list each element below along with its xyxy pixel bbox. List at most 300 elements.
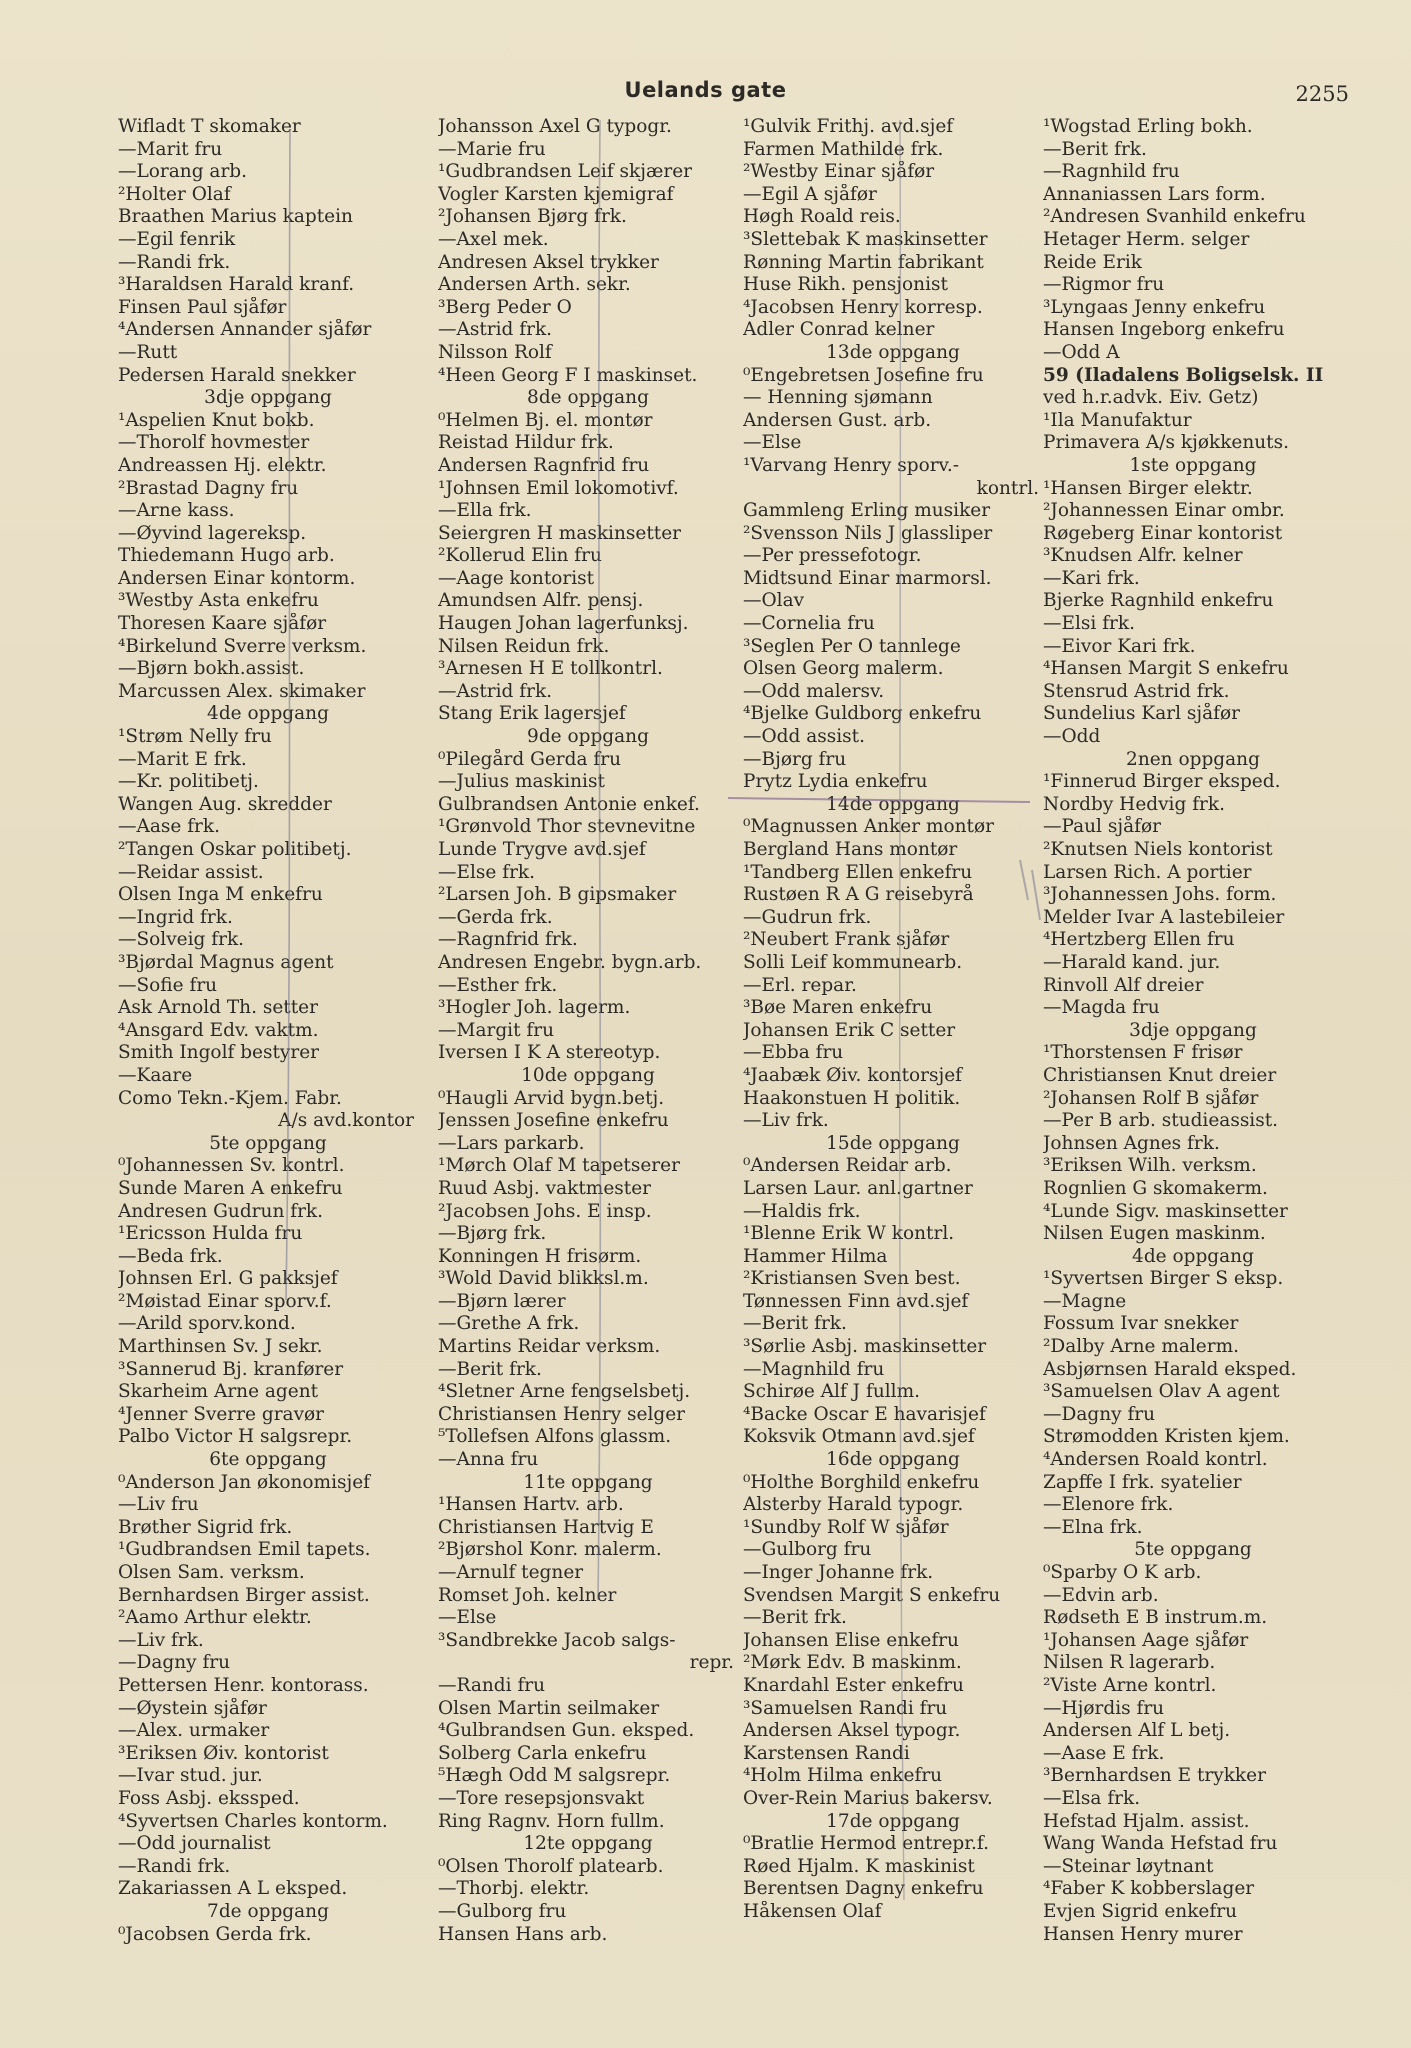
resident-entry: ²Johansen Bjørg frk.	[438, 206, 627, 228]
resident-entry: Nilsen R lagerarb.	[1043, 1652, 1216, 1674]
resident-entry: Gammleng Erling musiker	[743, 500, 991, 522]
resident-entry: —Ella frk.	[438, 500, 532, 522]
resident-entry: Romset Joh. kelner	[438, 1584, 617, 1606]
resident-entry: ³Haraldsen Harald kranf.	[118, 274, 355, 296]
resident-entry: Marcussen Alex. skimaker	[118, 680, 366, 702]
resident-entry: ³Berg Peder O	[438, 296, 572, 318]
resident-entry: —Margit fru	[438, 1019, 554, 1041]
resident-entry: —Elsa frk.	[1043, 1787, 1141, 1809]
resident-entry: Hefstad Hjalm. assist.	[1043, 1810, 1250, 1832]
resident-entry: —Esther frk.	[438, 974, 558, 996]
resident-entry: ⁴Andersen Annander sjåfør	[118, 319, 372, 341]
resident-entry: Tønnessen Finn avd.sjef	[743, 1290, 969, 1312]
resident-entry: ⁰Helmen Bj. el. montør	[438, 409, 653, 431]
resident-entry: Skarheim Arne agent	[118, 1381, 319, 1403]
resident-entry: ⁴Gulbrandsen Gun. eksped.	[438, 1720, 695, 1742]
resident-entry: ⁴Hansen Margit S enkefru	[1043, 658, 1289, 680]
stairway-heading: 10de oppgang	[521, 1064, 655, 1086]
resident-entry: Zakariassen A L eksped.	[118, 1878, 348, 1900]
resident-entry: ²Johannessen Einar ombr.	[1043, 500, 1285, 522]
stairway-heading: 16de oppgang	[826, 1449, 960, 1471]
stairway-heading: 14de oppgang	[826, 793, 960, 815]
resident-entry: ⁰Olsen Thorolf platearb.	[438, 1855, 664, 1877]
resident-entry: Finsen Paul sjåfør	[118, 296, 287, 318]
resident-entry: Sundelius Karl sjåfør	[1043, 703, 1240, 725]
resident-entry: ⁴Jacobsen Henry korresp.	[743, 296, 983, 318]
resident-entry: —Liv frk.	[118, 1629, 204, 1651]
resident-entry: Christiansen Henry selger	[438, 1403, 686, 1425]
resident-entry: ⁰Bratlie Hermod entrepr.f.	[743, 1833, 990, 1855]
resident-entry: —Gerda frk.	[438, 906, 553, 928]
resident-entry: —Odd	[1043, 726, 1101, 748]
resident-entry: ⁰Johannessen Sv. kontrl.	[118, 1155, 345, 1177]
resident-entry: ⁰Pilegård Gerda fru	[438, 748, 622, 770]
resident-entry: —Ingrid frk.	[118, 906, 233, 928]
resident-entry: —Erl. repar.	[743, 974, 857, 996]
resident-entry: ³Samuelsen Olav A agent	[1043, 1381, 1280, 1403]
resident-entry: Rinvoll Alf dreier	[1043, 974, 1204, 996]
resident-entry: —Aage kontorist	[438, 567, 595, 589]
resident-entry: ⁰Holthe Borghild enkefru	[743, 1471, 980, 1493]
resident-entry: Nilsson Rolf	[438, 341, 552, 363]
resident-entry: Røed Hjalm. K maskinist	[743, 1855, 975, 1877]
resident-entry: Braathen Marius kaptein	[118, 206, 353, 228]
resident-entry: ²Holter Olaf	[118, 183, 231, 205]
resident-entry: —Gudrun frk.	[743, 906, 872, 928]
resident-entry: ³Bøe Maren enkefru	[743, 997, 933, 1019]
resident-entry: —Else	[743, 432, 802, 454]
resident-entry: —Per pressefotogr.	[743, 545, 922, 567]
resident-entry: —Magnhild fru	[743, 1358, 885, 1380]
resident-entry: ¹Sundby Rolf W sjåfør	[743, 1516, 949, 1538]
resident-entry: —Sofie fru	[118, 974, 218, 996]
resident-entry: —Bjørn lærer	[438, 1290, 566, 1312]
resident-entry: Stang Erik lagersjef	[438, 703, 626, 725]
resident-entry: Andersen Arth. sekr.	[438, 274, 631, 296]
stairway-heading: 1ste oppgang	[1129, 454, 1257, 476]
resident-entry: —Hjørdis fru	[1043, 1697, 1165, 1719]
resident-entry: —Liv frk.	[743, 1110, 829, 1132]
resident-entry: —Aase frk.	[118, 816, 220, 838]
resident-entry: —Marit fru	[118, 138, 223, 160]
resident-entry: Over-Rein Marius bakersv.	[743, 1787, 993, 1809]
resident-entry: ²Knutsen Niels kontorist	[1043, 839, 1273, 860]
resident-entry: ¹Johansen Aage sjåfør	[1043, 1629, 1249, 1651]
resident-entry: ¹Ericsson Hulda fru	[118, 1223, 303, 1245]
resident-entry: —Odd malersv.	[743, 680, 885, 702]
resident-entry: —Arild sporv.kond.	[118, 1313, 296, 1335]
resident-entry: —Kari frk.	[1043, 567, 1140, 589]
resident-entry: —Magda fru	[1043, 997, 1160, 1019]
resident-entry: Berentsen Dagny enkefru	[743, 1878, 984, 1900]
resident-entry: —Elna frk.	[1043, 1516, 1143, 1538]
resident-entry: ⁴Hertzberg Ellen fru	[1043, 929, 1235, 951]
resident-entry: —Randi frk.	[118, 1855, 231, 1877]
resident-entry: ³Sandbrekke Jacob salgs-	[438, 1629, 676, 1651]
resident-entry: Huse Rikh. pensjonist	[743, 274, 948, 296]
resident-entry: Johansen Erik C setter	[743, 1019, 956, 1041]
resident-entry: ¹Varvang Henry sporv.-	[743, 454, 959, 476]
resident-entry: Midtsund Einar marmorsl.	[743, 567, 992, 589]
resident-entry: Thiedemann Hugo arb.	[118, 545, 335, 567]
resident-entry: Hansen Henry murer	[1043, 1923, 1243, 1945]
resident-entry: —Else	[438, 1607, 497, 1629]
resident-entry: ¹Tandberg Ellen enkefru	[743, 861, 973, 883]
resident-entry: Olsen Martin seilmaker	[438, 1697, 660, 1719]
resident-entry: —Haldis frk.	[743, 1200, 861, 1222]
stairway-heading: 4de oppgang	[1132, 1245, 1254, 1267]
resident-entry: —Dagny fru	[118, 1652, 231, 1674]
resident-entry: Vogler Karsten kjemigraf	[438, 183, 674, 205]
resident-entry: Palbo Victor H salgsrepr.	[118, 1426, 353, 1448]
resident-entry: Bernhardsen Birger assist.	[118, 1584, 370, 1606]
resident-entry: Larsen Rich. A portier	[1043, 861, 1252, 883]
resident-entry: Primavera A/s kjøkkenuts.	[1043, 432, 1289, 454]
resident-entry: —Tore resepsjonsvakt	[438, 1787, 645, 1809]
resident-entry: ⁴Bjelke Guldborg enkefru	[743, 703, 982, 725]
resident-entry: Rødseth E B instrum.m.	[1043, 1607, 1268, 1629]
resident-entry: —Gulborg fru	[743, 1539, 872, 1561]
resident-entry: —Liv fru	[118, 1494, 199, 1516]
resident-entry: —Julius maskinist	[438, 771, 605, 793]
resident-entry: ¹Wogstad Erling bokh.	[1043, 116, 1253, 137]
resident-entry: ¹Blenne Erik W kontrl.	[743, 1223, 955, 1245]
resident-entry: ⁴Syvertsen Charles kontorm.	[118, 1810, 388, 1832]
resident-entry: —Magne	[1043, 1290, 1127, 1312]
resident-entry: Johansson Axel G typogr.	[438, 116, 672, 137]
resident-entry: —Grethe A frk.	[438, 1313, 580, 1335]
resident-entry: —Aase E frk.	[1043, 1742, 1165, 1764]
resident-entry: —Berit frk.	[743, 1313, 847, 1335]
resident-entry: Nilsen Eugen maskinm.	[1043, 1223, 1266, 1245]
resident-entry: —Thorolf hovmester	[118, 432, 310, 454]
resident-entry: Nilsen Reidun frk.	[438, 635, 610, 657]
resident-entry: ²Johansen Rolf B sjåfør	[1043, 1087, 1259, 1109]
resident-entry: ⁴Jenner Sverre gravør	[118, 1403, 325, 1425]
stairway-heading: 12te oppgang	[523, 1833, 653, 1855]
resident-entry: Høgh Roald reis.	[743, 206, 901, 228]
resident-entry: —Ragnfrid frk.	[438, 929, 578, 951]
resident-entry: ⁴Jaabæk Øiv. kontorsjef	[743, 1064, 963, 1086]
entry-continuation: A/s avd.kontor	[278, 1110, 414, 1132]
resident-entry: ³Hogler Joh. lagerm.	[438, 997, 631, 1019]
resident-entry: —Kaare	[118, 1064, 193, 1086]
resident-entry: ³Lyngaas Jenny enkefru	[1043, 296, 1266, 318]
resident-entry: —Lars parkarb.	[438, 1132, 585, 1154]
resident-entry: —Olav	[743, 590, 805, 612]
resident-entry: Christiansen Hartvig E	[438, 1516, 654, 1538]
resident-entry: ⁴Backe Oscar E havarisjef	[743, 1403, 986, 1425]
resident-entry: ³Samuelsen Randi fru	[743, 1697, 948, 1719]
resident-entry: ²Mørk Edv. B maskinm.	[743, 1652, 962, 1674]
entry-continuation: repr.	[689, 1652, 734, 1674]
stairway-heading: 13de oppgang	[826, 341, 960, 363]
directory-columns	[118, 116, 1343, 1976]
resident-entry: Prytz Lydia enkefru	[743, 771, 928, 793]
resident-entry: Bergland Hans montør	[743, 839, 958, 860]
resident-entry: ¹Hansen Hartv. arb.	[438, 1494, 624, 1516]
resident-entry: ¹Hansen Birger elektr.	[1043, 477, 1253, 499]
resident-entry: ⁴Heen Georg F I maskinset.	[438, 364, 698, 386]
resident-entry: —Bjørg fru	[743, 748, 847, 770]
resident-entry: ¹Syvertsen Birger S eksp.	[1043, 1268, 1284, 1290]
resident-entry: Smith Ingolf bestyrer	[118, 1042, 320, 1064]
resident-entry: Andersen Aksel typogr.	[743, 1720, 961, 1742]
resident-entry: —Cornelia fru	[743, 613, 875, 635]
resident-entry: Seiergren H maskinsetter	[438, 522, 681, 544]
resident-entry: Melder Ivar A lastebileier	[1043, 906, 1285, 928]
resident-entry: Fossum Ivar snekker	[1043, 1313, 1239, 1335]
resident-entry: ved h.r.advk. Eiv. Getz)	[1043, 387, 1259, 409]
resident-entry: —Odd journalist	[118, 1833, 271, 1855]
resident-entry: —Bjørg frk.	[438, 1223, 547, 1245]
resident-entry: Olsen Inga M enkefru	[118, 884, 323, 906]
resident-entry: Andersen Alf L betj.	[1043, 1720, 1231, 1742]
resident-entry: ¹Thorstensen F frisør	[1043, 1042, 1243, 1064]
resident-entry: —Marie fru	[438, 138, 546, 160]
resident-entry: Konningen H frisørm.	[438, 1245, 642, 1267]
stairway-heading: 4de oppgang	[207, 703, 329, 725]
resident-entry: ⁰Sparby O K arb.	[1043, 1562, 1202, 1583]
resident-entry: ⁴Andersen Roald kontrl.	[1043, 1449, 1268, 1471]
resident-entry: Sunde Maren A enkefru	[118, 1177, 343, 1199]
resident-entry: —Rigmor fru	[1043, 274, 1165, 296]
stairway-heading: 3dje oppgang	[1129, 1019, 1257, 1041]
resident-entry: Hansen Ingeborg enkefru	[1043, 319, 1285, 341]
resident-entry: Schirøe Alf J fullm.	[743, 1381, 920, 1403]
resident-entry: —Øyvind lagereksp.	[118, 522, 307, 544]
resident-entry: —Ragnhild fru	[1043, 161, 1180, 183]
resident-entry: Reistad Hildur frk.	[438, 432, 614, 454]
resident-entry: ²Tangen Oskar politibetj.	[118, 839, 352, 860]
column-1	[118, 116, 418, 1946]
resident-entry: —Elsi frk.	[1043, 613, 1135, 635]
resident-entry: —Odd assist.	[743, 726, 865, 748]
resident-entry: ³Knudsen Alfr. kelner	[1043, 545, 1243, 567]
column-4	[1043, 116, 1343, 1946]
resident-entry: Nordby Hedvig frk.	[1043, 793, 1225, 815]
resident-entry: ³Arnesen H E tollkontrl.	[438, 658, 663, 680]
resident-entry: Brøther Sigrid frk.	[118, 1516, 293, 1538]
resident-entry: Solli Leif kommunearb.	[743, 951, 963, 973]
resident-entry: —Thorbj. elektr.	[438, 1878, 590, 1900]
resident-entry: —Egil fenrik	[118, 228, 236, 250]
resident-entry: ¹Gulvik Frithj. avd.sjef	[743, 116, 954, 137]
stairway-heading: 11te oppgang	[523, 1471, 653, 1493]
resident-entry: —Bjørn bokh.assist.	[118, 658, 305, 680]
resident-entry: ³Johannessen Johs. form.	[1043, 884, 1277, 906]
resident-entry: ⁰Andersen Reidar arb.	[743, 1155, 952, 1177]
resident-entry: —Ivar stud. jur.	[118, 1765, 263, 1787]
resident-entry: ³Eriksen Wilh. verksm.	[1043, 1155, 1257, 1177]
resident-entry: —Paul sjåfør	[1043, 816, 1161, 838]
resident-entry: ²Bjørshol Konr. malerm.	[438, 1539, 662, 1561]
resident-entry: ²Dalby Arne malerm.	[1043, 1336, 1240, 1358]
resident-entry: ³Westby Asta enkefru	[118, 590, 319, 612]
resident-entry: Andreassen Hj. elektr.	[118, 454, 327, 476]
resident-entry: Jenssen Josefine enkefru	[438, 1110, 669, 1132]
resident-entry: —Else frk.	[438, 861, 536, 883]
resident-entry: ²Neubert Frank sjåfør	[743, 929, 950, 951]
resident-entry: ²Svensson Nils J glassliper	[743, 522, 993, 544]
resident-entry: Lunde Trygve avd.sjef	[438, 839, 646, 860]
resident-entry: Andersen Ragnfrid fru	[438, 454, 650, 476]
resident-entry: Ask Arnold Th. setter	[118, 997, 318, 1019]
stairway-heading: 15de oppgang	[826, 1132, 960, 1154]
resident-entry: —Rutt	[118, 341, 178, 363]
resident-entry: Andresen Gudrun frk.	[118, 1200, 324, 1222]
resident-entry: —Gulborg fru	[438, 1900, 567, 1922]
resident-entry: Rognlien G skomakerm.	[1043, 1177, 1268, 1199]
resident-entry: —Harald kand. jur.	[1043, 951, 1221, 973]
resident-entry: —Astrid frk.	[438, 319, 553, 341]
resident-entry: Larsen Laur. anl.gartner	[743, 1177, 973, 1199]
resident-entry: ¹Grønvold Thor stevnevitne	[438, 816, 696, 838]
resident-entry: ⁴Sletner Arne fengselsbetj.	[438, 1381, 691, 1403]
resident-entry: ³Sannerud Bj. kranfører	[118, 1358, 344, 1380]
resident-entry: —Astrid frk.	[438, 680, 553, 702]
resident-entry: Asbjørnsen Harald eksped.	[1043, 1358, 1297, 1380]
resident-entry: —Øystein sjåfør	[118, 1697, 267, 1719]
resident-entry: Amundsen Alfr. pensj.	[438, 590, 644, 612]
resident-entry: ³Eriksen Øiv. kontorist	[118, 1742, 329, 1764]
resident-entry: ⁴Ansgard Edv. vaktm.	[118, 1019, 319, 1041]
resident-entry: Knardahl Ester enkefru	[743, 1674, 964, 1696]
resident-entry: ²Kristiansen Sven best.	[743, 1268, 961, 1290]
resident-entry: —Elenore frk.	[1043, 1494, 1174, 1516]
resident-entry: Iversen I K A stereotyp.	[438, 1042, 661, 1064]
resident-entry: Andersen Einar kontorm.	[118, 567, 356, 589]
resident-entry: Koksvik Otmann avd.sjef	[743, 1426, 975, 1448]
resident-entry: — Henning sjømann	[743, 387, 933, 409]
resident-entry: Wangen Aug. skredder	[118, 793, 332, 815]
resident-entry: Haakonstuen H politik.	[743, 1087, 961, 1109]
resident-entry: Karstensen Randi	[743, 1742, 910, 1764]
resident-entry: ⁴Birkelund Sverre verksm.	[118, 635, 367, 657]
resident-entry: Como Tekn.-Kjem. Fabr.	[118, 1087, 342, 1109]
page-number: 2255	[1295, 82, 1349, 106]
resident-entry: ⁵Hægh Odd M salgsrepr.	[438, 1765, 671, 1787]
resident-entry: Reide Erik	[1043, 251, 1142, 273]
resident-entry: Ring Ragnv. Horn fullm.	[438, 1810, 665, 1832]
resident-entry: ¹Finnerud Birger eksped.	[1043, 771, 1281, 793]
stairway-heading: 5te oppgang	[209, 1132, 327, 1154]
resident-entry: ²Viste Arne kontrl.	[1043, 1674, 1217, 1696]
resident-entry: Bjerke Ragnhild enkefru	[1043, 590, 1274, 612]
resident-entry: —Beda frk.	[118, 1245, 223, 1267]
resident-entry: ⁴Lunde Sigv. maskinsetter	[1043, 1200, 1288, 1222]
street-name-title: Uelands gate	[624, 78, 787, 102]
resident-entry: ³Bernhardsen E trykker	[1043, 1765, 1266, 1787]
resident-entry: ⁴Faber K kobberslager	[1043, 1878, 1255, 1900]
resident-entry: ⁰Haugli Arvid bygn.betj.	[438, 1087, 665, 1109]
resident-entry: —Per B arb. studieassist.	[1043, 1110, 1279, 1132]
stairway-heading: 2nen oppgang	[1126, 748, 1260, 770]
resident-entry: ³Bjørdal Magnus agent	[118, 951, 334, 973]
resident-entry: Farmen Mathilde frk.	[743, 138, 944, 160]
stairway-heading: 7de oppgang	[207, 1900, 329, 1922]
resident-entry: Olsen Sam. verksm.	[118, 1562, 305, 1583]
resident-entry: —Randi frk.	[118, 251, 231, 273]
resident-entry: —Arnulf tegner	[438, 1562, 584, 1583]
resident-entry: —Randi fru	[438, 1674, 546, 1696]
resident-entry: Johansen Elise enkefru	[743, 1629, 959, 1651]
entry-continuation: kontrl.	[976, 477, 1039, 499]
resident-entry: ¹Gudbrandsen Leif skjærer	[438, 161, 693, 183]
resident-entry: ³Wold David blikksl.m.	[438, 1268, 649, 1290]
resident-entry: ²Andresen Svanhild enkefru	[1043, 206, 1306, 228]
resident-entry: —Steinar løytnant	[1043, 1855, 1214, 1877]
resident-entry: Johnsen Agnes frk.	[1043, 1132, 1220, 1154]
resident-entry: ⁰Jacobsen Gerda frk.	[118, 1923, 312, 1945]
column-2	[438, 116, 738, 1946]
resident-entry: ²Larsen Joh. B gipsmaker	[438, 884, 677, 906]
resident-entry: —Arne kass.	[118, 500, 235, 522]
resident-entry: Zapffe I frk. syatelier	[1043, 1471, 1242, 1493]
stairway-heading: 6te oppgang	[209, 1449, 327, 1471]
resident-entry: Pettersen Henr. kontorass.	[118, 1674, 369, 1696]
resident-entry: Røgeberg Einar kontorist	[1043, 522, 1283, 544]
resident-entry: Pedersen Harald snekker	[118, 364, 356, 386]
resident-entry: —Reidar assist.	[118, 861, 264, 883]
resident-entry: Annaniassen Lars form.	[1043, 183, 1266, 205]
resident-entry: Andersen Gust. arb.	[743, 409, 932, 431]
resident-entry: Evjen Sigrid enkefru	[1043, 1900, 1237, 1922]
resident-entry: Alsterby Harald typogr.	[743, 1494, 964, 1516]
resident-entry: Andresen Engebr. bygn.arb.	[438, 951, 702, 973]
resident-entry: ⁰Engebretsen Josefine fru	[743, 364, 984, 386]
stairway-heading: 5te oppgang	[1134, 1539, 1252, 1561]
resident-entry: —Berit frk.	[1043, 138, 1147, 160]
column-3	[743, 116, 1043, 1924]
resident-entry: ²Westby Einar sjåfør	[743, 161, 935, 183]
resident-entry: Wang Wanda Hefstad fru	[1043, 1833, 1278, 1855]
resident-entry: Hansen Hans arb.	[438, 1923, 608, 1945]
building-number-entry: 59 (Iladalens Boligselsk. II	[1043, 364, 1324, 386]
resident-entry: ²Aamo Arthur elektr.	[118, 1607, 312, 1629]
resident-entry: —Berit frk.	[743, 1607, 847, 1629]
resident-entry: ¹Gudbrandsen Emil tapets.	[118, 1539, 371, 1561]
resident-entry: —Axel mek.	[438, 228, 549, 250]
stairway-heading: 17de oppgang	[826, 1810, 960, 1832]
resident-entry: Svendsen Margit S enkefru	[743, 1584, 1001, 1606]
resident-entry: ²Brastad Dagny fru	[118, 477, 299, 499]
resident-entry: Strømodden Kristen kjem.	[1043, 1426, 1290, 1448]
resident-entry: Marthinsen Sv. J sekr.	[118, 1336, 323, 1358]
resident-entry: ²Møistad Einar sporv.f.	[118, 1290, 332, 1312]
resident-entry: —Berit frk.	[438, 1358, 542, 1380]
resident-entry: Solberg Carla enkefru	[438, 1742, 647, 1764]
resident-entry: ²Jacobsen Johs. E insp.	[438, 1200, 652, 1222]
resident-entry: Rønning Martin fabrikant	[743, 251, 984, 273]
resident-entry: ³Slettebak K maskinsetter	[743, 228, 988, 250]
resident-entry: ⁰Magnussen Anker montør	[743, 816, 994, 838]
resident-entry: Foss Asbj. ekssped.	[118, 1787, 300, 1809]
resident-entry: ³Seglen Per O tannlege	[743, 635, 961, 657]
resident-entry: Hetager Herm. selger	[1043, 228, 1250, 250]
resident-entry: ⁵Tollefsen Alfons glassm.	[438, 1426, 672, 1448]
resident-entry: Gulbrandsen Antonie enkef.	[438, 793, 700, 815]
resident-entry: —Inger Johanne frk.	[743, 1562, 934, 1583]
stairway-heading: 8de oppgang	[527, 387, 649, 409]
resident-entry: Christiansen Knut dreier	[1043, 1064, 1277, 1086]
resident-entry: ⁴Holm Hilma enkefru	[743, 1765, 943, 1787]
resident-entry: Olsen Georg malerm.	[743, 658, 944, 680]
resident-entry: Rustøen R A G reisebyrå	[743, 884, 974, 906]
resident-entry: ¹Strøm Nelly fru	[118, 726, 272, 748]
resident-entry: Haugen Johan lagerfunksj.	[438, 613, 689, 635]
resident-entry: Stensrud Astrid frk.	[1043, 680, 1230, 702]
